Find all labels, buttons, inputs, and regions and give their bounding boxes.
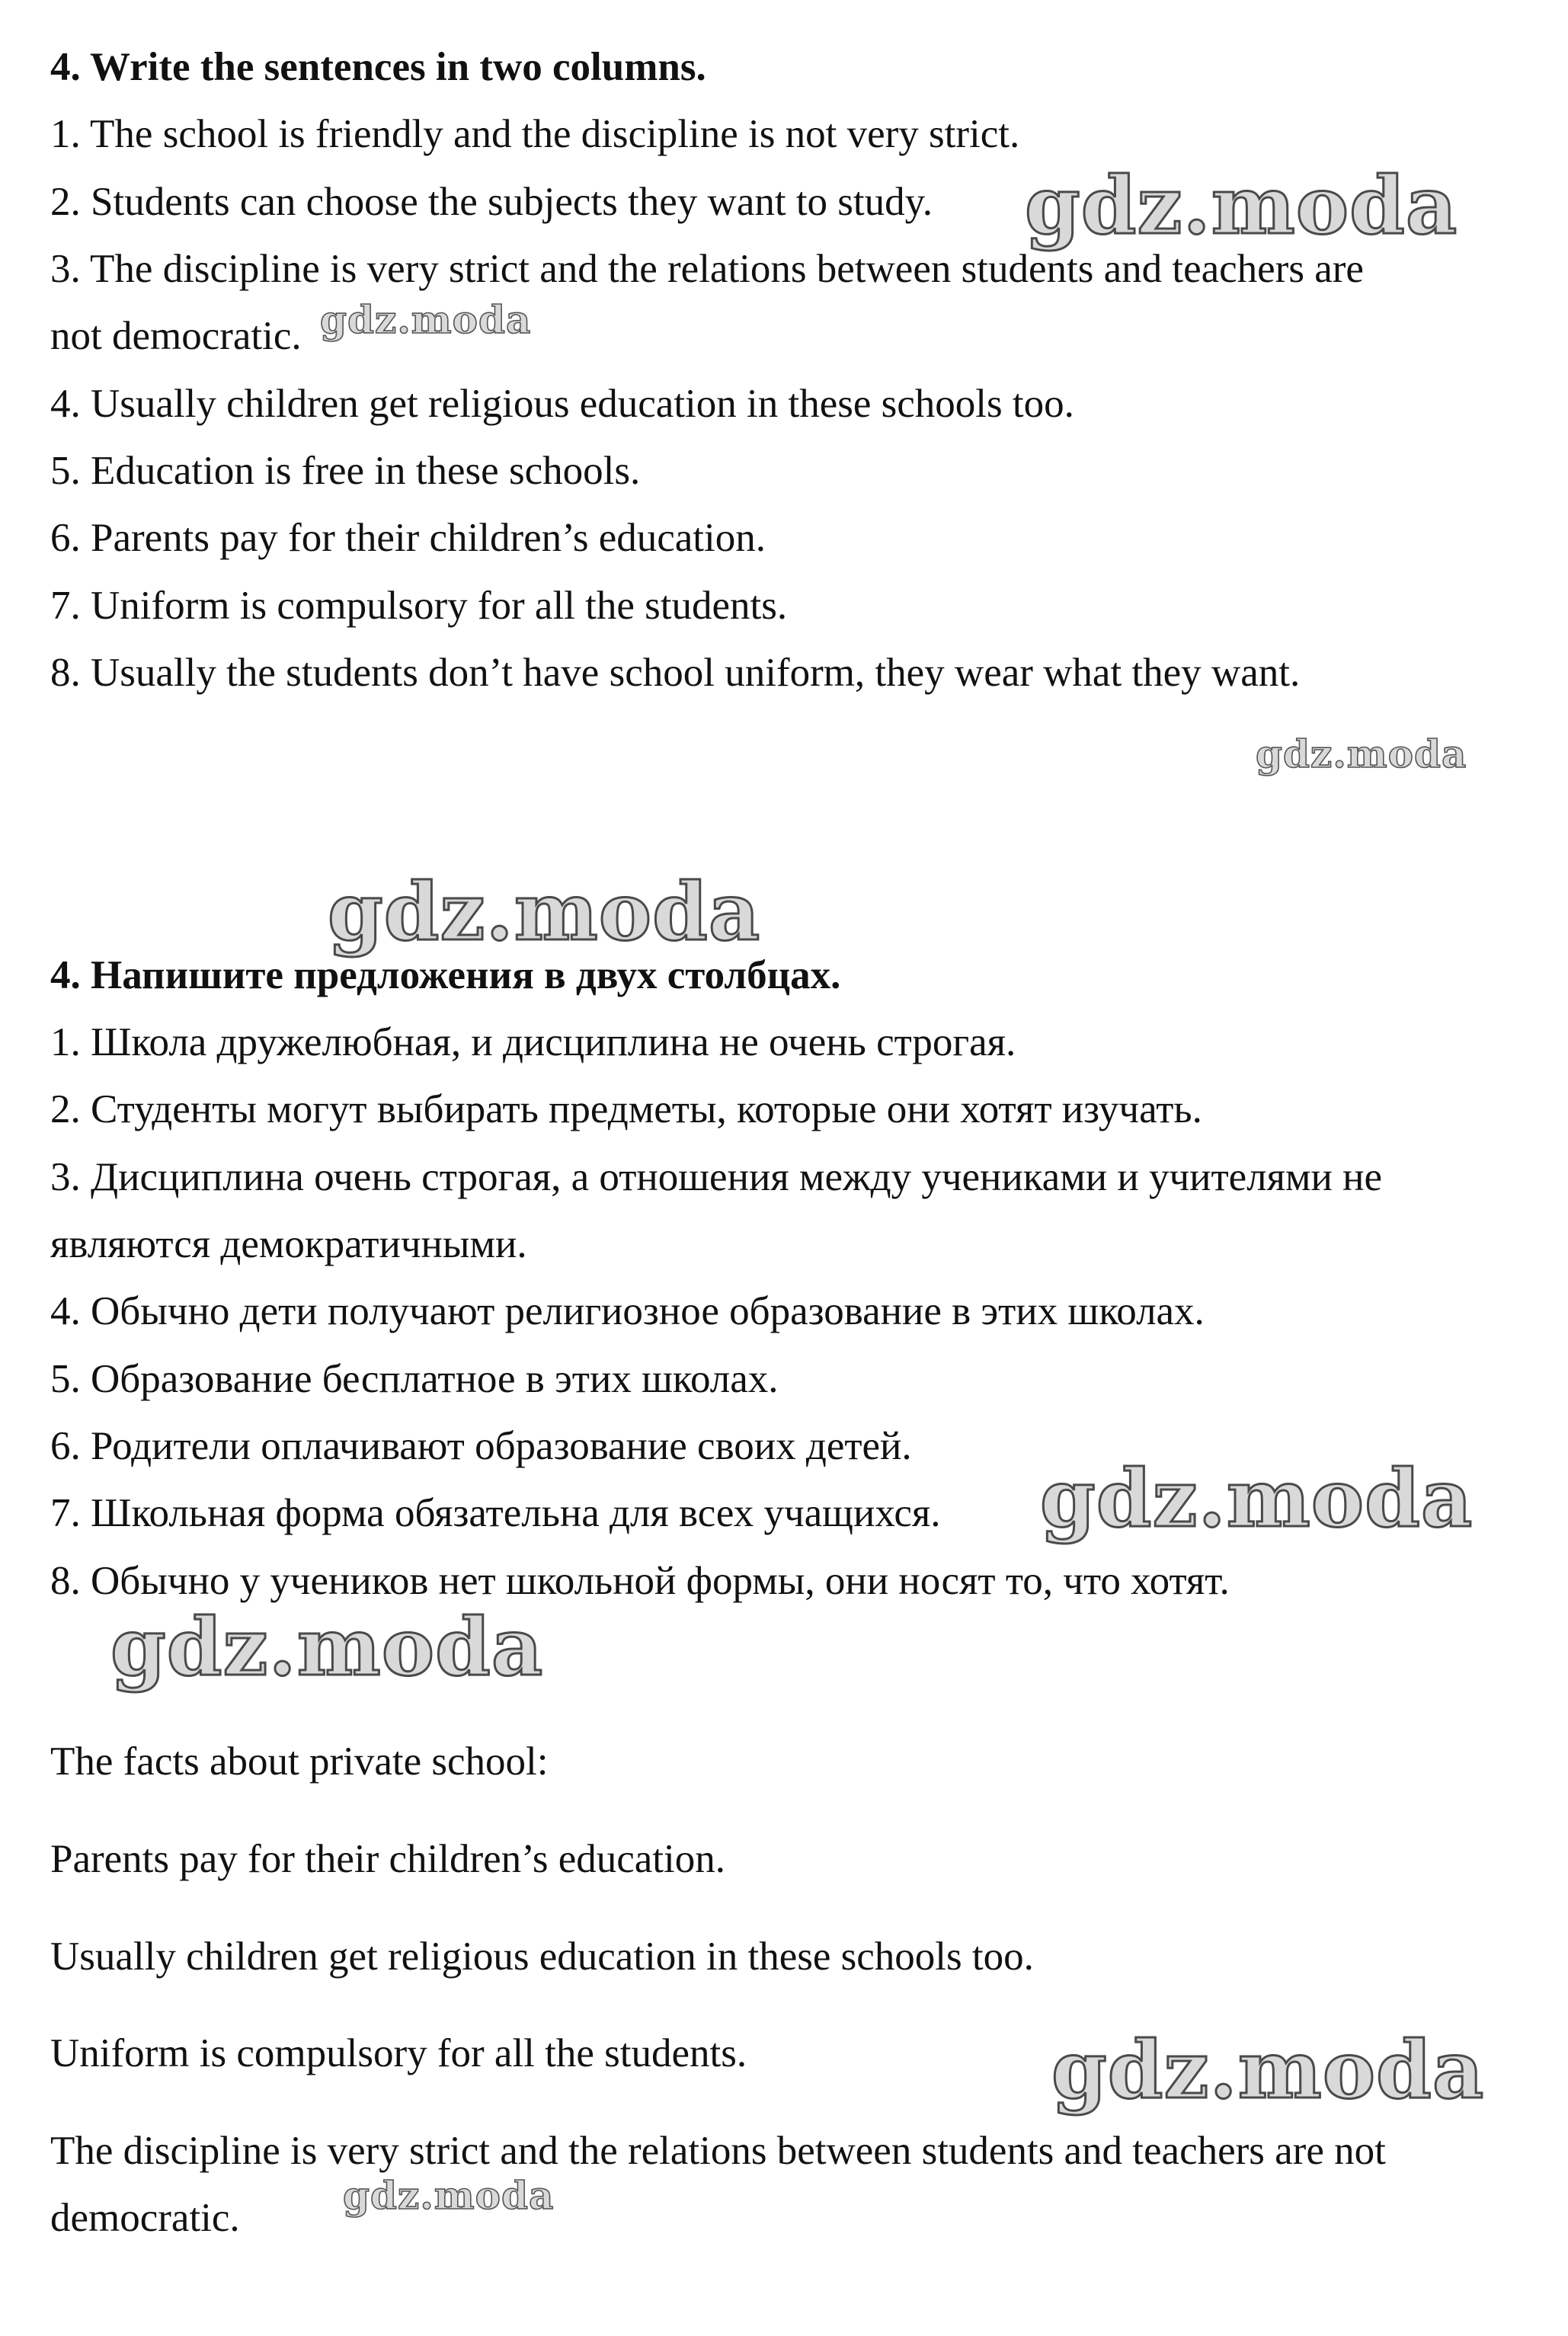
russian-item-1: 1. Школа дружелюбная, и дисциплина не очень строгая.	[50, 1020, 1016, 1064]
russian-item-3-continued: являются демократичными.	[50, 1222, 527, 1266]
watermark: gdz.moda	[343, 2173, 555, 2218]
english-item-8: 8. Usually the students don’t have school uniform, they wear what they want.	[50, 651, 1301, 695]
watermark: gdz.moda	[320, 297, 532, 342]
answer-fact-2: Usually children get religious education in these schools too.	[50, 1934, 1034, 1979]
english-item-1: 1. The school is friendly and the discipline is not very strict.	[50, 112, 1020, 156]
english-item-5: 5. Education is free in these schools.	[50, 449, 641, 493]
russian-item-3: 3. Дисциплина очень строгая, а отношения между учениками и учителями не	[50, 1155, 1383, 1199]
english-item-4: 4. Usually children get religious education in these schools too.	[50, 382, 1074, 426]
english-item-7: 7. Uniform is compulsory for all the students.	[50, 584, 788, 628]
english-item-6: 6. Parents pay for their children’s education.	[50, 516, 766, 560]
english-item-3-continued: not democratic.	[50, 314, 302, 358]
watermark: gdz.moda	[328, 865, 761, 958]
answer-fact-4-continued: democratic.	[50, 2196, 240, 2240]
answer-fact-1: Parents pay for their children’s education.	[50, 1837, 725, 1881]
watermark: gdz.moda	[1040, 1451, 1474, 1545]
watermark: gdz.moda	[110, 1600, 544, 1694]
answer-fact-3: Uniform is compulsory for all the students.	[50, 2031, 747, 2075]
russian-item-2: 2. Студенты могут выбирать предметы, которые они хотят изучать.	[50, 1087, 1202, 1131]
answer-fact-4: The discipline is very strict and the relations between students and teachers are not	[50, 2129, 1386, 2173]
russian-item-4: 4. Обычно дети получают религиозное образование в этих школах.	[50, 1289, 1205, 1333]
russian-item-5: 5. Образование бесплатное в этих школах.	[50, 1357, 779, 1401]
russian-item-6: 6. Родители оплачивают образование своих детей.	[50, 1424, 912, 1468]
watermark: gdz.moda	[1025, 158, 1458, 252]
answer-heading: The facts about private school:	[50, 1739, 549, 1784]
watermark: gdz.moda	[1256, 731, 1467, 776]
english-item-2: 2. Students can choose the subjects they want to study.	[50, 180, 933, 224]
russian-item-7: 7. Школьная форма обязательна для всех учащихся.	[50, 1491, 941, 1535]
russian-heading: 4. Напишите предложения в двух столбцах.	[50, 953, 841, 997]
watermark: gdz.moda	[1051, 2023, 1485, 2117]
english-heading: 4. Write the sentences in two columns.	[50, 45, 706, 89]
russian-item-8: 8. Обычно у учеников нет школьной формы, они носят то, что хотят.	[50, 1559, 1230, 1603]
english-item-3: 3. The discipline is very strict and the relations between students and teachers are	[50, 247, 1364, 291]
